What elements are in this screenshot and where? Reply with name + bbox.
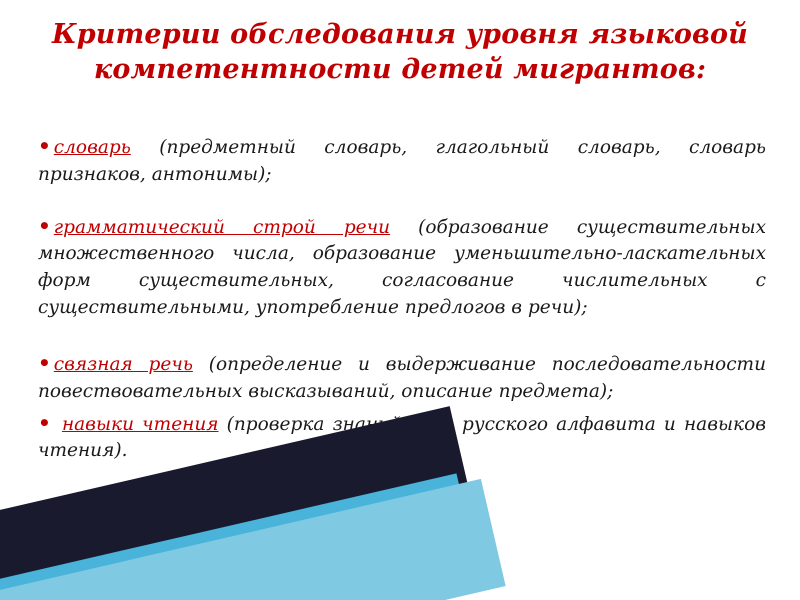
bullet-description-3: (определение и выдерживание последовательности повествовательных высказываний, описание предмета); xyxy=(38,353,767,402)
bullet-item-1 xyxy=(38,135,766,189)
slide-title: Критерии обследования уровня языковой компетентности детей мигрантов: xyxy=(51,19,749,85)
bullet-term-2: грамматический строй речи xyxy=(53,216,391,238)
bullet-dot-icon: • xyxy=(38,350,51,375)
bullet-description-4: (проверка знаний букв русского алфавита и навыков чтения). xyxy=(38,413,766,462)
bullet-description-2: (образование существительных множественного числа, образование уменьшительно-ласкательных форм существительных, согласование числительных с существительными, употребление предлогов в речи); xyxy=(38,216,766,319)
bullet-dot-icon: • xyxy=(38,410,51,435)
bullet-item-3 xyxy=(38,352,766,406)
bullet-term-4: навыки чтения xyxy=(61,413,219,435)
bullet-dot-icon: • xyxy=(38,134,51,158)
bullet-description-1: (предметный словарь, глагольный словарь, словарь признаков, антонимы); xyxy=(38,137,766,185)
bullet-item-2 xyxy=(38,215,766,322)
bullet-term-1: словарь xyxy=(53,137,131,158)
bullet-dot-icon: • xyxy=(38,213,51,238)
bullet-term-3: связная речь xyxy=(53,353,193,375)
